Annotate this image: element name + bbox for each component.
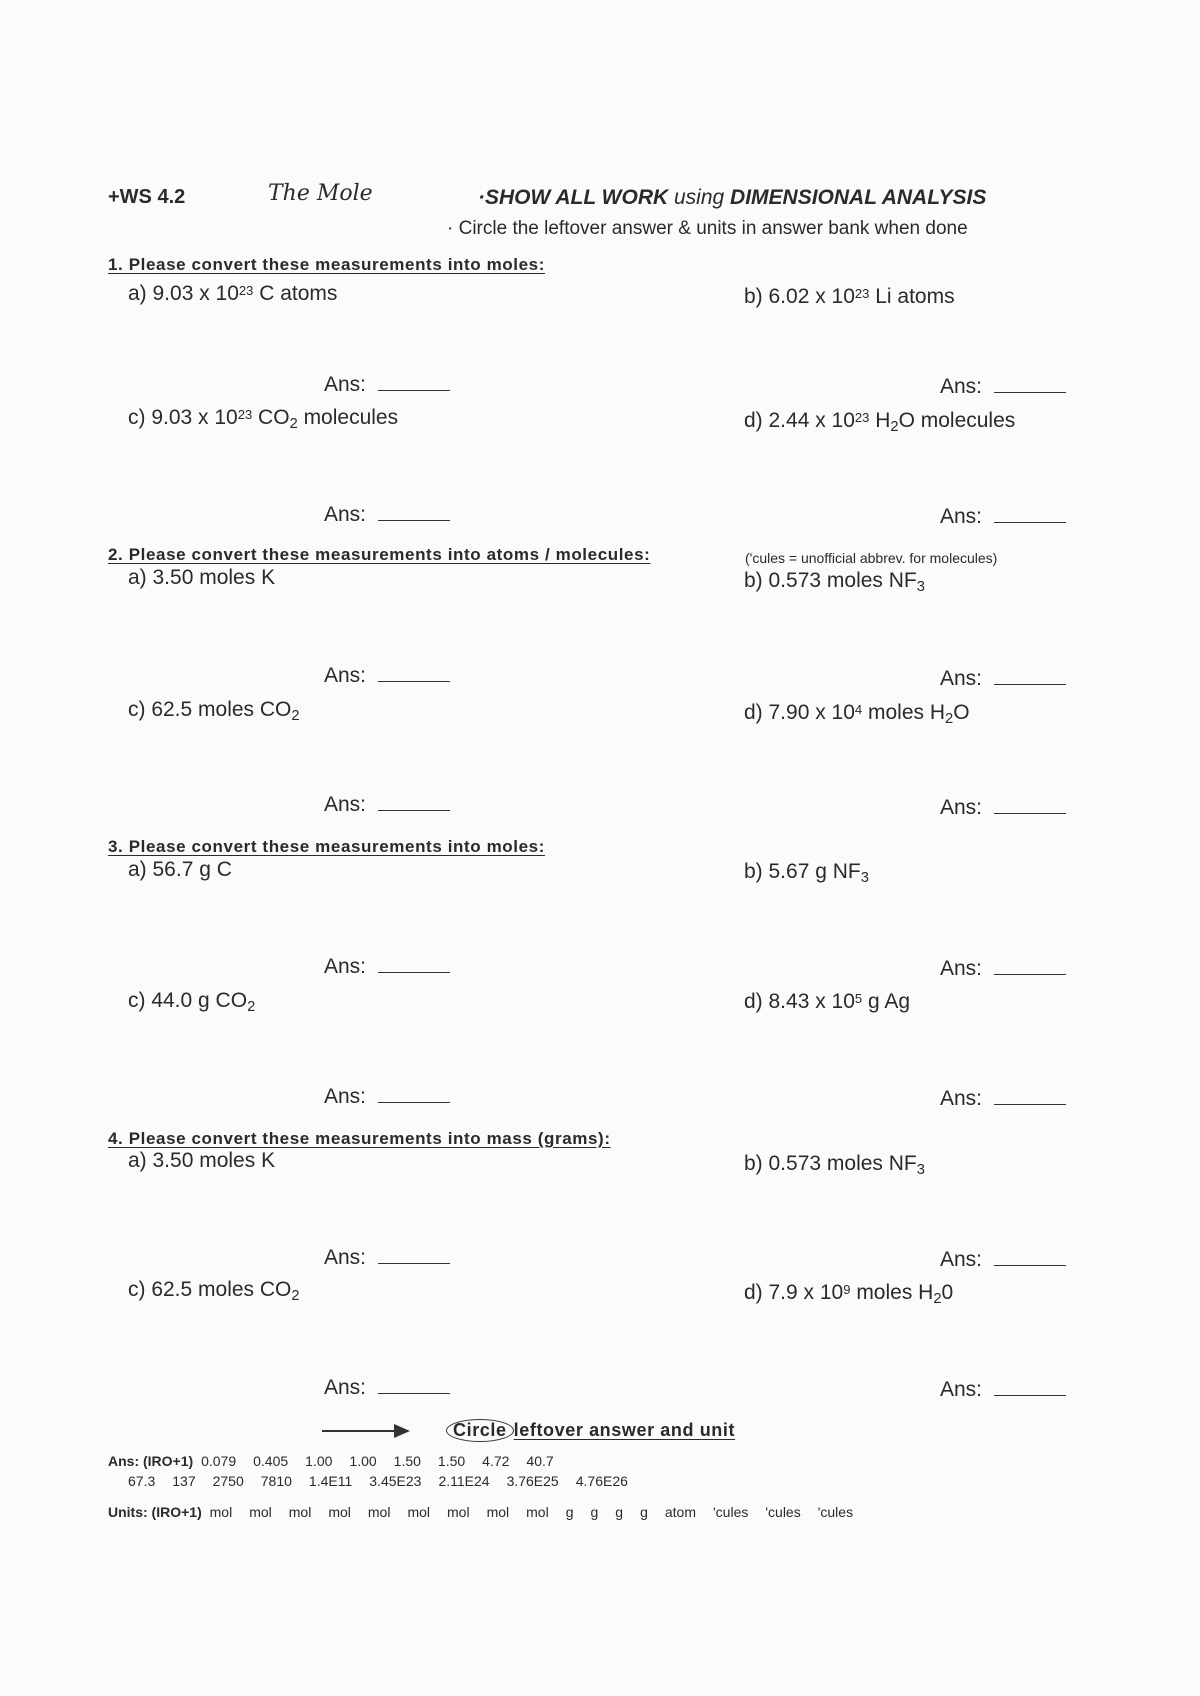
- s1-answer-b[interactable]: Ans:: [940, 375, 1066, 399]
- answer-bank-label: Ans: (IRO+1): [108, 1453, 194, 1469]
- bank-value: 3.45E23: [369, 1473, 422, 1489]
- s4-answer-b[interactable]: Ans:: [940, 1248, 1066, 1272]
- bank-value: 1.50: [437, 1453, 466, 1469]
- section-1-heading: 1. Please convert these measurements into moles:: [108, 255, 545, 274]
- s2-problem-b: b) 0.573 moles $NF_3$: [744, 569, 925, 595]
- s2-problem-c: c) 62.5 moles $CO_2$: [128, 698, 300, 724]
- instr-part2: using: [668, 186, 731, 209]
- s3-answer-a[interactable]: Ans:: [324, 955, 450, 979]
- instr-part1: SHOW ALL WORK: [485, 186, 669, 209]
- s3-problem-c: c) 44.0 g $CO_2$: [128, 989, 256, 1015]
- arrow-right-icon: [394, 1424, 410, 1438]
- bank-unit: mol: [288, 1504, 312, 1520]
- bank-value: 1.00: [305, 1453, 333, 1469]
- s4-answer-d[interactable]: Ans:: [940, 1378, 1066, 1402]
- bank-value: 3.76E25: [506, 1473, 559, 1489]
- s2-problem-a: a) 3.50 moles K: [128, 566, 276, 589]
- s1-answer-c[interactable]: Ans:: [324, 503, 450, 527]
- bank-unit: mol: [447, 1504, 470, 1520]
- s1-answer-d[interactable]: Ans:: [940, 505, 1066, 529]
- arrow-line: [322, 1430, 394, 1432]
- bank-unit: g: [590, 1504, 599, 1520]
- s4-problem-d: d) 7.9 x $10^9$ moles $H_20$: [744, 1281, 954, 1307]
- bank-unit: mol: [249, 1504, 272, 1520]
- bank-unit: 'cules: [817, 1504, 854, 1520]
- sub-instruction: · Circle the leftover answer & units in answer bank when done: [447, 218, 968, 239]
- s4-problem-c: c) 62.5 moles $CO_2$: [128, 1278, 300, 1304]
- answer-bank-row1: [108, 1453, 571, 1469]
- bank-unit: mol: [526, 1504, 549, 1520]
- bank-value: 67.3: [128, 1473, 156, 1489]
- bank-value: 0.405: [253, 1453, 289, 1469]
- bank-unit: g: [615, 1504, 624, 1520]
- bank-value: 1.4E11: [308, 1473, 353, 1489]
- bank-unit: mol: [209, 1504, 233, 1520]
- s4-answer-a[interactable]: Ans:: [324, 1246, 450, 1270]
- section-2-note: ('cules = unofficial abbrev. for molecules): [745, 550, 998, 566]
- s3-answer-b[interactable]: Ans:: [940, 957, 1066, 981]
- bank-value: 7810: [260, 1473, 292, 1489]
- s4-problem-b: b) 0.573 moles $NF_3$: [744, 1152, 925, 1178]
- bank-value: 4.72: [482, 1453, 510, 1469]
- bank-unit: mol: [367, 1504, 391, 1520]
- instr-part3: DIMENSIONAL ANALYSIS: [730, 186, 987, 209]
- units-bank-row: [108, 1504, 870, 1520]
- section-2-heading: 2. Please convert these measurements into atoms / molecules:: [108, 545, 651, 564]
- answer-bank-row2: [128, 1473, 645, 1489]
- bank-value: 0.079: [201, 1453, 237, 1469]
- s1-problem-d: d) 2.44 x $10^{23}$ $H_2O$ molecules: [744, 409, 1016, 435]
- circle-instruction: [446, 1419, 735, 1442]
- instr-bullet: ·: [478, 186, 485, 209]
- s1-problem-c: c) 9.03 x $10^{23}$ $CO_2$ molecules: [128, 406, 399, 432]
- bank-value: 40.7: [526, 1453, 554, 1469]
- s2-answer-b[interactable]: Ans:: [940, 667, 1066, 691]
- circle-rest: leftover answer and unit: [513, 1420, 736, 1440]
- s2-problem-d: d) 7.90 x $10^4$ moles $H_2O$: [744, 701, 970, 727]
- s3-problem-d: d) 8.43 x $10^5$ g Ag: [744, 990, 911, 1013]
- worksheet-number: +WS 4.2: [108, 186, 186, 208]
- s1-answer-a[interactable]: Ans:: [324, 373, 450, 397]
- units-bank-label: Units: (IRO+1): [108, 1504, 202, 1520]
- section-3-heading: 3. Please convert these measurements into moles:: [108, 837, 545, 856]
- s3-problem-b: b) 5.67 g $NF_3$: [744, 860, 869, 886]
- s2-answer-d[interactable]: Ans:: [940, 796, 1066, 820]
- s1-problem-a: a) 9.03 x $10^{23}$ C atoms: [128, 282, 338, 305]
- instruction-line: [478, 186, 986, 210]
- bank-unit: 'cules: [713, 1504, 749, 1520]
- bank-unit: mol: [486, 1504, 510, 1520]
- bank-value: 2.11E24: [438, 1473, 490, 1489]
- bank-unit: mol: [328, 1504, 351, 1520]
- s2-answer-a[interactable]: Ans:: [324, 664, 450, 688]
- bank-value: 137: [172, 1473, 196, 1489]
- bank-unit: 'cules: [765, 1504, 801, 1520]
- section-4-heading: 4. Please convert these measurements into mass (grams):: [108, 1129, 611, 1148]
- s4-problem-a: a) 3.50 moles K: [128, 1149, 276, 1172]
- s1-problem-b: b) 6.02 x $10^{23}$ Li atoms: [744, 285, 955, 308]
- circle-word: Circle: [446, 1419, 514, 1442]
- s3-answer-d[interactable]: Ans:: [940, 1087, 1066, 1111]
- bank-value: 4.76E26: [575, 1473, 628, 1489]
- bank-value: 1.00: [349, 1453, 377, 1469]
- s4-answer-c[interactable]: Ans:: [324, 1376, 450, 1400]
- s3-problem-a: a) 56.7 g C: [128, 858, 232, 881]
- s2-answer-c[interactable]: Ans:: [324, 793, 450, 817]
- bank-unit: atom: [664, 1504, 696, 1520]
- bank-unit: g: [565, 1504, 574, 1520]
- bank-unit: g: [640, 1504, 648, 1520]
- bank-unit: mol: [407, 1504, 430, 1520]
- bank-value: 1.50: [393, 1453, 421, 1469]
- s3-answer-c[interactable]: Ans:: [324, 1085, 450, 1109]
- bank-value: 2750: [212, 1473, 244, 1489]
- worksheet-title: The Mole: [268, 181, 373, 206]
